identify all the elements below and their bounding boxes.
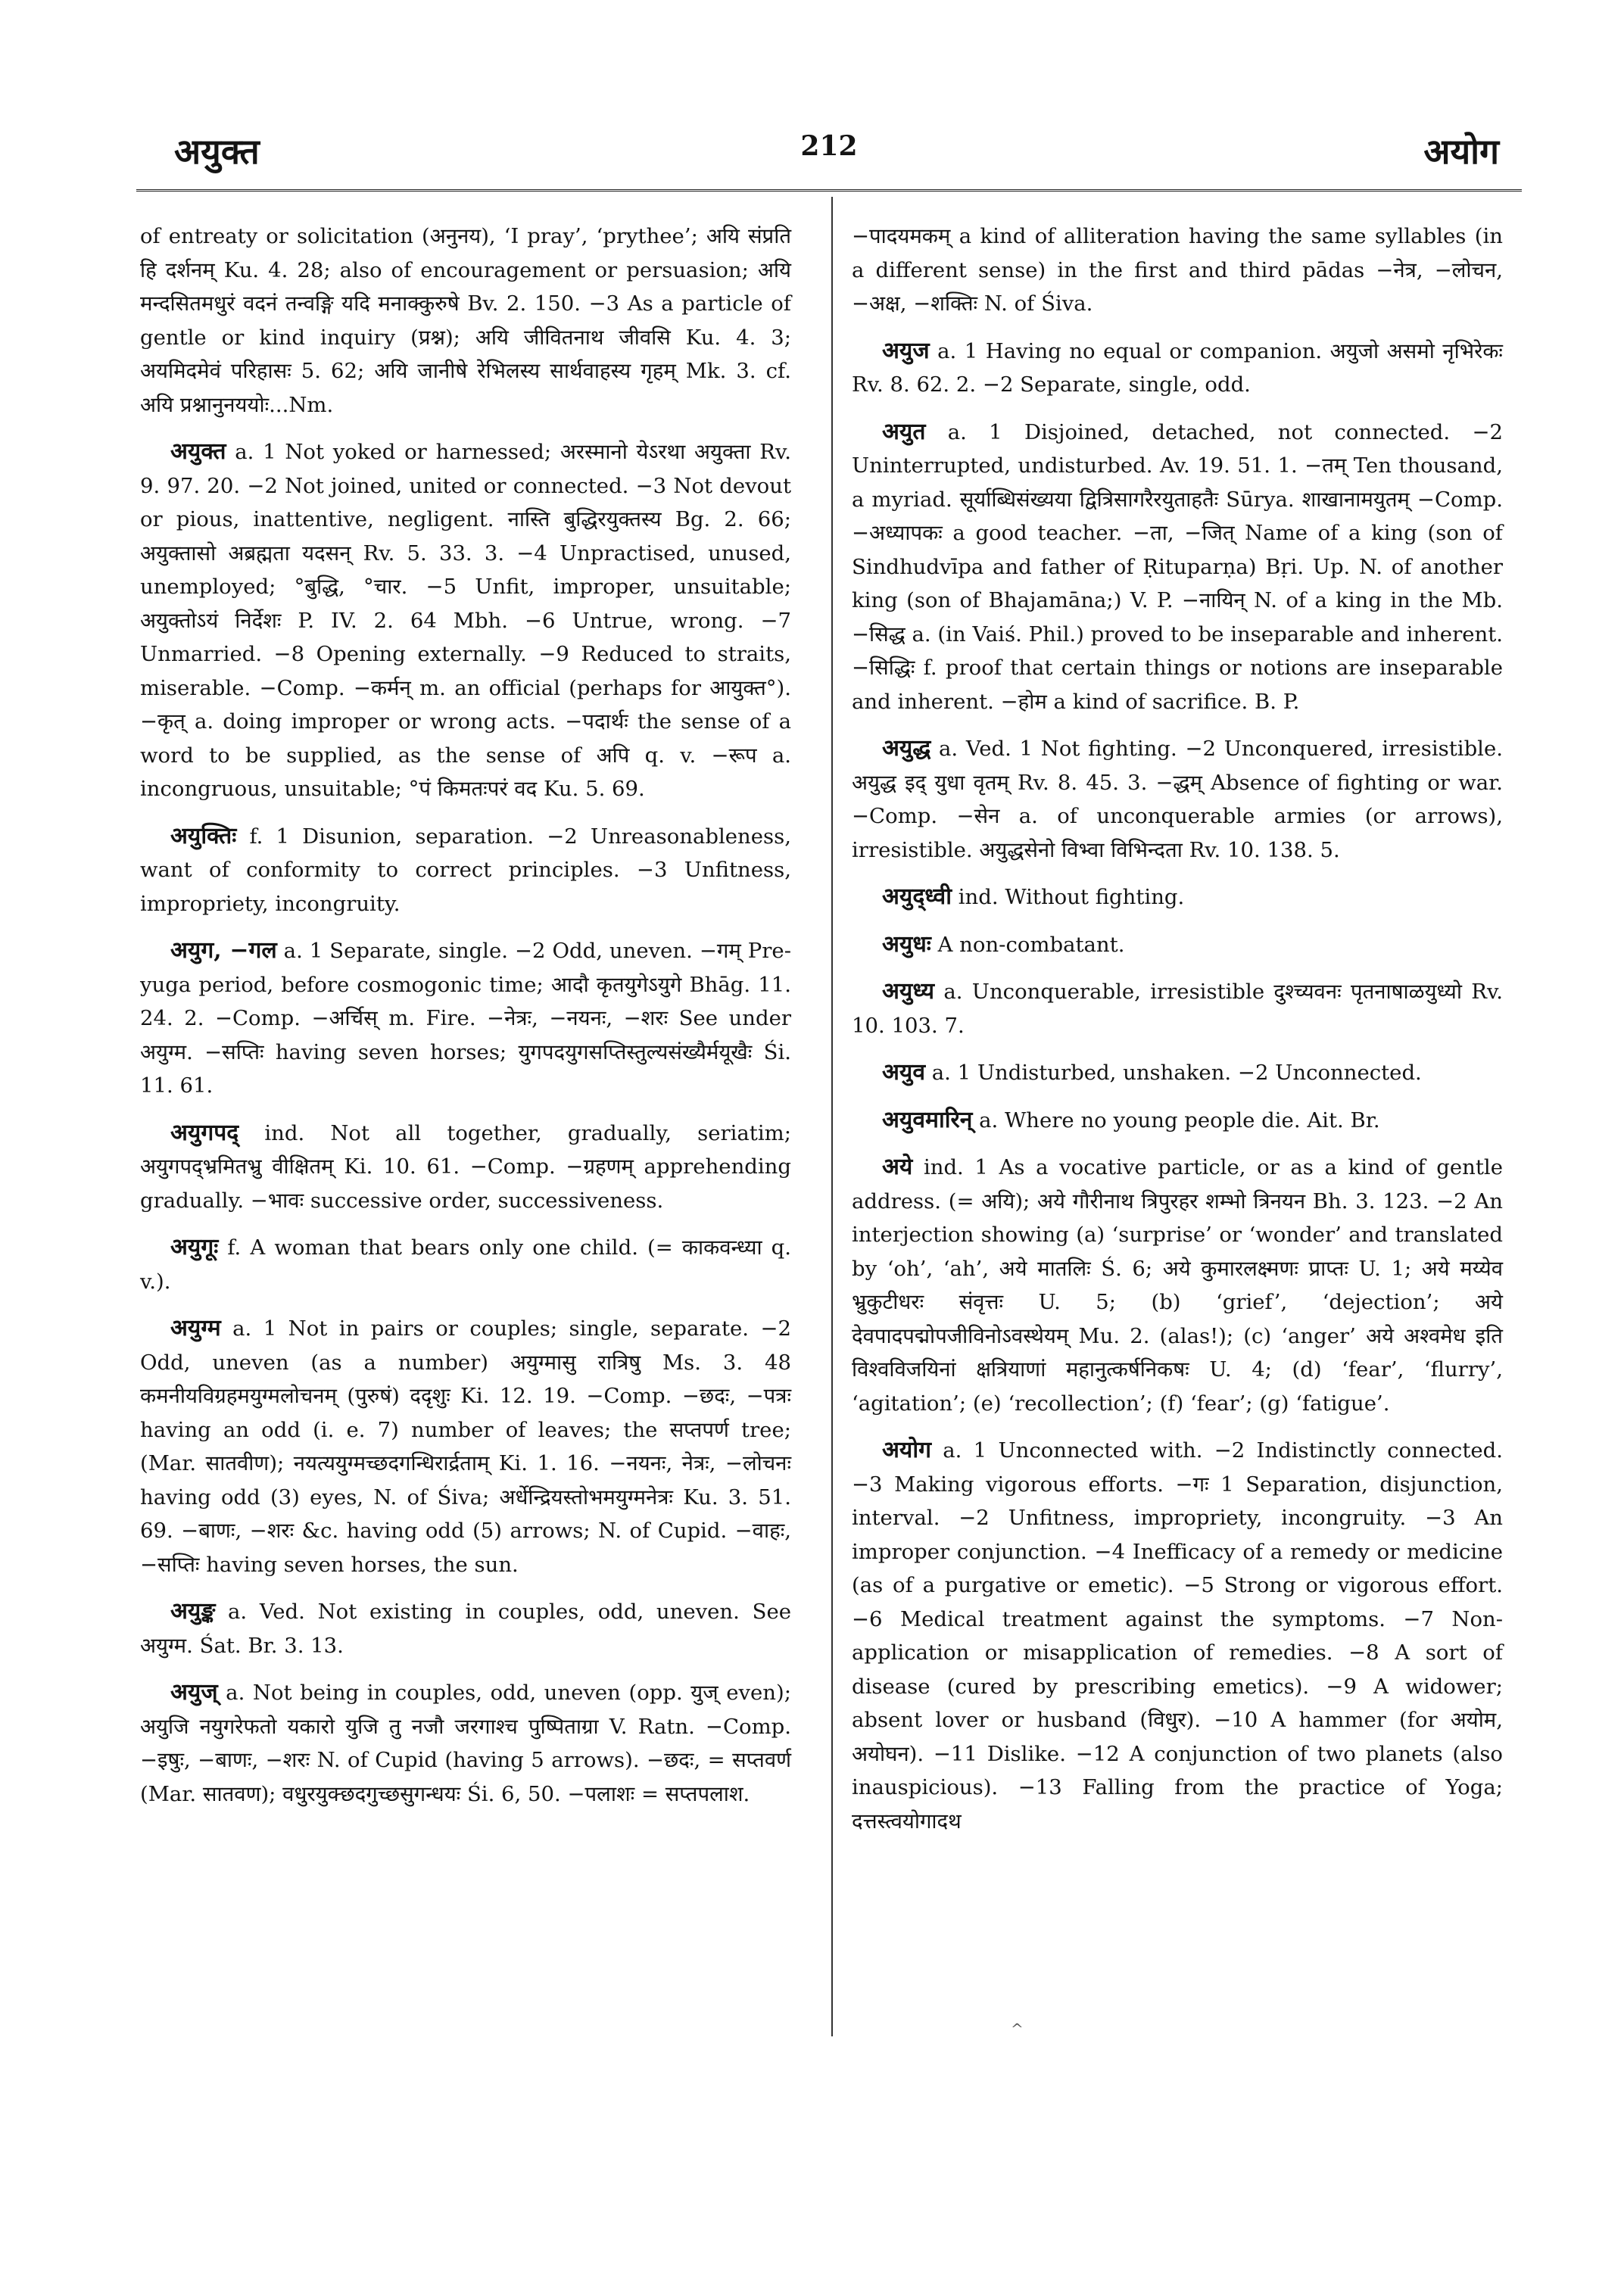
entry-headword: अयुवमारिन् — [882, 1106, 973, 1133]
dictionary-entry — [852, 1151, 1503, 1420]
dictionary-entry — [852, 1434, 1503, 1838]
dictionary-entry — [852, 335, 1503, 402]
entry-headword: अयुध्य — [882, 978, 934, 1005]
entry-text: a. 1 Not yoked or harnessed; अरस्मानो येऽरथा अयुक्ता Rv. 9. 97. 20. −2 Not joined, united or connected. −3 Not devout or pious, inattentive, negligent. नास्ति बुद्धिरयुक्तस्य Bg. 2. 66; अयुक्तासो अब्रह्मता यदसन् Rv. 5. 33. 3. −4 Unpractised, unused, unemployed; °बुद्धि, °चार. −5 Unfit, improper, unsuitable; अयुक्तोऽयं निर्देशः P. IV. 2. 64 Mbh. −6 Untrue, wrong. −7 Unmarried. −8 Opening externally. −9 Reduced to straits, miserable. −Comp. −कर्मन् m. an official (perhaps for आयुक्त°). −कृत् a. doing improper or wrong acts. −पदार्थः the sense of a word to be supplied, as the sense of अपि q. v. −रूप a. incongruous, unsuitable; °पं किमतःपरं वद Ku. 5. 69. — [140, 440, 791, 801]
entry-headword: अयुक्तिः — [170, 822, 237, 849]
entry-headword: अयुज — [882, 337, 930, 364]
dictionary-entry — [140, 1231, 791, 1298]
entry-headword: अयुद्ध्वी — [882, 883, 952, 910]
entry-text: ind. Not all together, gradually, seriatim; अयुगपद्भ्रमितभ्रु वीक्षितम् Ki. 10. 61. −Comp. −ग्रहणम् apprehending gradually. −भावः successive order, successiveness. — [140, 1120, 791, 1213]
entry-text: ind. 1 As a vocative particle, or as a kind of gentle address. (= अयि); अये गौरीनाथ त्रिपुरहर शम्भो त्रिनयन Bh. 3. 123. −2 An interjection showing (a) ‘surprise’ or ‘wonder’ and translated by ‘oh’, ‘ah’, अये मातलिः Ś. 6; अये कुमारलक्ष्मणः प्राप्तः U. 1; अये मय्येव भ्रुकुटीधरः संवृत्तः U. 5; (b) ‘grief’, ‘dejection’; अये देवपादपद्मोपजीविनोऽवस्थेयम् Mu. 2. (alas!); (c) ‘anger’ अये अश्वमेध इति विश्वविजयिनां क्षत्रियाणां महानुत्कर्षनिकषः U. 4; (d) ‘fear’, ‘flurry’, ‘agitation’; (e) ‘recollection’; (f) ‘fear’; (g) ‘fatigue’. — [852, 1155, 1503, 1416]
column-divider — [831, 197, 833, 2036]
entry-headword: अयुगूः — [170, 1234, 219, 1260]
dictionary-entry — [140, 1595, 791, 1662]
dictionary-entry — [852, 1056, 1503, 1090]
entry-text: a. Ved. Not existing in couples, odd, uneven. See अयुग्म. Śat. Br. 3. 13. — [140, 1600, 791, 1658]
entry-headword: अयुव — [882, 1059, 925, 1086]
entry-text: a. Not being in couples, odd, uneven (opp. युज् even); अयुजि नयुगरेफतो यकारो युजि तु नजौ जरगाश्च पुष्पिताग्रा V. Ratn. −Comp. −इषुः, −बाणः, −शरः N. of Cupid (having 5 arrows). −छदः, = सप्तवर्ण (Mar. सातवण); वधुरयुक्छदगुच्छसुगन्धयः Śi. 6, 50. −पलाशः = सप्तपलाश. — [140, 1681, 791, 1806]
dictionary-entry — [852, 975, 1503, 1042]
left-headword: अयुक्त — [174, 131, 260, 172]
entry-text: ind. Without fighting. — [951, 885, 1185, 909]
entry-headword: अयुक्त — [170, 438, 226, 465]
entry-text: a. Unconquerable, irresistible दुश्च्यवनः पृतनाषाळयुध्यो Rv. 10. 103. 7. — [852, 980, 1503, 1038]
entry-headword: अयुज् — [170, 1679, 218, 1706]
right-headword: अयोग — [1423, 131, 1499, 172]
entry-headword: अयुङ्क — [170, 1598, 216, 1625]
entry-headword: अयुग्म — [170, 1315, 221, 1341]
entry-text: a. 1 Undisturbed, unshaken. −2 Unconnected. — [925, 1061, 1422, 1085]
right-column — [852, 220, 1503, 1852]
entry-headword: अयोग — [882, 1437, 931, 1463]
page-header — [151, 127, 1507, 180]
entry-text: −पादयमकम् a kind of alliteration having the same syllables (in a different sense) in the first and third pādas −नेत्र, −लोचन, −अक्ष, −शक्तिः N. of Śiva. — [852, 224, 1503, 316]
dictionary-entry — [140, 220, 791, 422]
dictionary-entry — [140, 435, 791, 806]
entry-text: a. 1 Disjoined, detached, not connected. −2 Uninterrupted, undisturbed. Av. 19. 51. 1. −तम् Ten thousand, a myriad. सूर्याब्धिसंख्यया द्वित्रिसागरैरयुताहतैः Sūrya. शाखानामयुतम् −Comp. −अध्यापकः a good teacher. −ता, −जित् Name of a king (son of Sindhudvīpa and father of Ṛituparṇa) Bṛi. Up. N. of another king (son of Bhajamāna;) V. P. −नायिन् N. of a king in the Mb. −सिद्ध a. (in Vaiś. Phil.) proved to be inseparable and inherent. −सिद्धिः f. proof that certain things or notions are inseparable and inherent. −होम a kind of sacrifice. B. P. — [852, 419, 1503, 714]
dictionary-entry — [852, 220, 1503, 321]
header-rule — [136, 189, 1522, 194]
entry-text: A non-combatant. — [930, 932, 1125, 957]
dictionary-entry — [852, 1104, 1503, 1138]
entry-headword: अये — [882, 1154, 913, 1180]
entry-text: a. 1 Having no equal or companion. अयुजो असमो नृभिरेकः Rv. 8. 62. 2. −2 Separate, single, odd. — [852, 338, 1503, 397]
footer-mark: ^ — [1011, 2020, 1024, 2038]
dictionary-entry — [852, 928, 1503, 962]
dictionary-entry — [140, 1117, 791, 1218]
dictionary-entry — [852, 732, 1503, 867]
entry-text: of entreaty or solicitation (अनुनय), ‘I pray’, ‘prythee’; अयि संप्रति हि दर्शनम् Ku. 4. 28; also of encouragement or persuasion; अयि मन्दसितमधुरं वदनं तन्वङ्गि यदि मनाक्कुरुषे Bv. 2. 150. −3 As a particle of gentle or kind inquiry (प्रश्न); अयि जीवितनाथ जीवसि Ku. 4. 3; अयमिदमेवं परिहासः 5. 62; अयि जानीषे रेभिलस्य सार्थवाहस्य गृहम् Mk. 3. cf. अयि प्रश्नानुनययोः...Nm. — [140, 224, 791, 417]
entry-text: a. Where no young people die. Ait. Br. — [972, 1108, 1380, 1132]
entry-headword: अयुत — [882, 418, 926, 445]
dictionary-entry — [852, 880, 1503, 914]
entry-headword: अयुद्ध — [882, 735, 931, 762]
dictionary-entry — [140, 1312, 791, 1581]
entry-headword: अयुधः — [882, 930, 931, 958]
dictionary-entry — [140, 934, 791, 1103]
entry-text: f. 1 Disunion, separation. −2 Unreasonableness, want of conformity to correct principles. −3 Unfitness, impropriety, incongruity. — [140, 824, 791, 916]
entry-headword: अयुगपद् — [170, 1119, 239, 1146]
entry-text: f. A woman that bears only one child. (= काकवन्ध्या q. v.). — [140, 1235, 791, 1294]
entry-text: a. 1 Unconnected with. −2 Indistinctly connected. −3 Making vigorous efforts. −गः 1 Separation, disjunction, interval. −2 Unfitness, impropriety, incongruity. −3 An improper conjunction. −4 Inefficacy of a remedy or medicine (as of a purgative or emetic). −5 Strong or vigorous effort. −6 Medical treatment against the symptoms. −7 Non-application or misapplication of remedies. −8 A sort of disease (cured by prescribing emetics). −9 A widower; absent lover or husband (विधुर). −10 A hammer (for अयोम, अयोघन). −11 Dislike. −12 A conjunction of two planets (also inauspicious). −13 Falling from the practice of Yoga; दत्तस्त्वयोगादथ — [852, 1438, 1503, 1833]
page-number: 212 — [800, 130, 858, 162]
entry-text: a. Ved. 1 Not fighting. −2 Unconquered, irresistible. अयुद्ध इद् युधा वृतम् Rv. 8. 45. 3. −द्धम् Absence of fighting or war. −Comp. −सेन a. of unconquerable armies (or arrows), irresistible. अयुद्धसेनो विभ्वा विभिन्दता Rv. 10. 138. 5. — [852, 737, 1503, 862]
entry-headword: अयुग, −गल — [170, 937, 277, 964]
dictionary-entry — [140, 820, 791, 921]
entry-text: a. 1 Separate, single. −2 Odd, uneven. −गम् Pre-yuga period, before cosmogonic time; आदौ कृतयुगेऽयुगे Bhāg. 11. 24. 2. −Comp. −अर्चिस् m. Fire. −नेत्रः, −नयनः, −शरः See under अयुग्म. −सप्तिः having seven horses; युगपदयुगसप्तिस्तुल्यसंख्यैर्मयूखैः Śi. 11. 61. — [140, 939, 791, 1098]
dictionary-entry — [140, 1676, 791, 1811]
entry-text: a. 1 Not in pairs or couples; single, separate. −2 Odd, uneven (as a number) अयुग्मासु रात्रिषु Ms. 3. 48 कमनीयविग्रहमयुग्मलोचनम् (पुरुषं) ददृशुः Ki. 12. 19. −Comp. −छदः, −पत्रः having an odd (i. e. 7) number of leaves; the सप्तपर्ण tree; (Mar. सातवीण); नयत्ययुग्मच्छदगन्धिरार्द्रताम् Ki. 1. 16. −नयनः, नेत्रः, −लोचनः having odd (3) eyes, N. of Śiva; अर्धेन्द्रियस्तोभमयुग्मनेत्रः Ku. 3. 51. 69. −बाणः, −शरः &c. having odd (5) arrows; N. of Cupid. −वाहः, −सप्तिः having seven horses, the sun. — [140, 1316, 791, 1577]
left-column — [140, 220, 791, 1824]
dictionary-entry — [852, 416, 1503, 719]
